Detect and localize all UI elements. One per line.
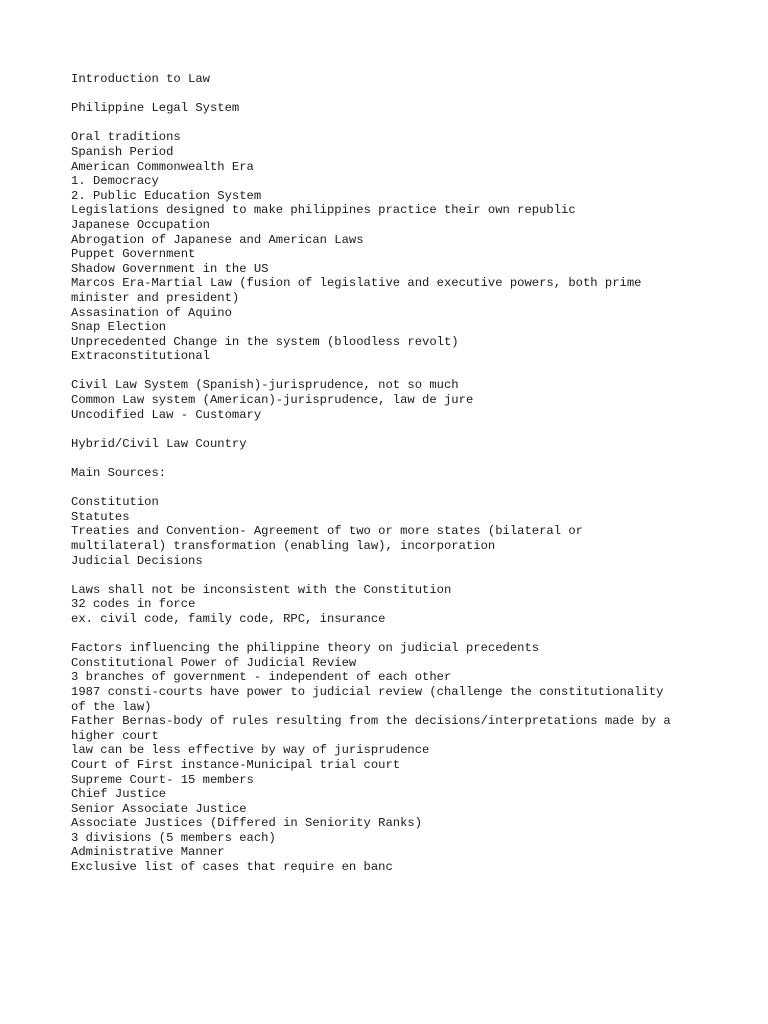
text-line: Senior Associate Justice: [71, 801, 247, 816]
text-line: Uncodified Law - Customary: [71, 407, 262, 422]
document-page: [71, 72, 751, 875]
paragraph-block: [71, 466, 751, 481]
paragraph-block: [71, 641, 751, 875]
paragraph-gap: [71, 87, 751, 102]
text-line: higher court: [71, 728, 159, 743]
paragraph-block: [71, 495, 751, 568]
text-line: Treaties and Convention- Agreement of two or more states (bilateral or: [71, 524, 583, 539]
paragraph-block: [71, 583, 751, 627]
text-line: Constitutional Power of Judicial Review: [71, 655, 357, 670]
text-line: minister and president): [71, 290, 240, 305]
text-line: Unprecedented Change in the system (bloodless revolt): [71, 334, 459, 349]
text-line: Hybrid/Civil Law Country: [71, 436, 247, 451]
text-line: Philippine Legal System: [71, 101, 240, 116]
text-line: Chief Justice: [71, 787, 167, 802]
text-line: 3 branches of government - independent of each other: [71, 670, 452, 685]
text-line: Civil Law System (Spanish)-jurisprudence, not so much: [71, 378, 459, 393]
paragraph-gap: [71, 116, 751, 131]
paragraph-gap: [71, 481, 751, 496]
paragraph-block: [71, 101, 751, 116]
text-line: Assasination of Aquino: [71, 305, 232, 320]
text-line: Japanese Occupation: [71, 217, 210, 232]
paragraph-gap: [71, 451, 751, 466]
text-line: Marcos Era-Martial Law (fusion of legislative and executive powers, both prime: [71, 276, 642, 291]
text-line: Constitution: [71, 495, 159, 510]
paragraph-block: [71, 378, 751, 422]
paragraph-gap: [71, 627, 751, 642]
document-body: [71, 87, 751, 875]
text-line: Laws shall not be inconsistent with the Constitution: [71, 582, 452, 597]
text-line: Spanish Period: [71, 144, 174, 159]
text-line: Puppet Government: [71, 247, 196, 262]
text-line: Administrative Manner: [71, 845, 225, 860]
text-line: Statutes: [71, 509, 130, 524]
text-line: American Commonwealth Era: [71, 159, 254, 174]
paragraph-gap: [71, 422, 751, 437]
text-line: Main Sources:: [71, 466, 167, 481]
text-line: Father Bernas-body of rules resulting from the decisions/interpretations made by a: [71, 714, 671, 729]
text-line: 32 codes in force: [71, 597, 196, 612]
text-line: Judicial Decisions: [71, 553, 203, 568]
text-line: Associate Justices (Differed in Seniority Ranks): [71, 816, 423, 831]
text-line: law can be less effective by way of jurisprudence: [71, 743, 430, 758]
text-line: 2. Public Education System: [71, 188, 262, 203]
text-line: multilateral) transformation (enabling law), incorporation: [71, 539, 496, 553]
paragraph-gap: [71, 568, 751, 583]
text-line: Common Law system (American)-jurisprudence, law de jure: [71, 393, 474, 408]
text-line: Court of First instance-Municipal trial court: [71, 757, 401, 772]
paragraph-block: [71, 130, 751, 364]
paragraph-block: [71, 437, 751, 452]
text-line: Factors influencing the philippine theory on judicial precedents: [71, 641, 540, 656]
document-title: Introduction to Law: [71, 72, 210, 86]
text-line: of the law): [71, 699, 152, 714]
text-line: ex. civil code, family code, RPC, insurance: [71, 611, 386, 626]
paragraph-gap: [71, 364, 751, 379]
text-line: Snap Election: [71, 320, 167, 335]
text-line: Exclusive list of cases that require en banc: [71, 860, 393, 875]
text-line: Abrogation of Japanese and American Laws: [71, 232, 364, 247]
text-line: 1. Democracy: [71, 174, 159, 189]
text-line: Shadow Government in the US: [71, 261, 269, 276]
text-line: Legislations designed to make philippines practice their own republic: [71, 203, 576, 218]
text-line: Oral traditions: [71, 130, 181, 145]
text-line: 1987 consti-courts have power to judicial review (challenge the constitutionality: [71, 684, 664, 699]
text-line: Extraconstitutional: [71, 349, 210, 364]
text-line: 3 divisions (5 members each): [71, 830, 276, 845]
text-line: Supreme Court- 15 members: [71, 772, 254, 787]
